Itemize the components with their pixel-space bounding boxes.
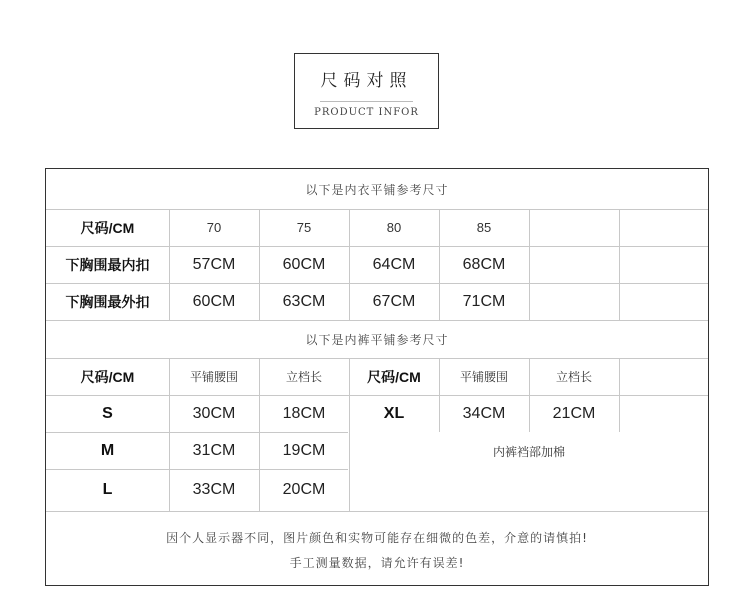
pants-cell: 34CM <box>462 404 506 422</box>
title-main: 尺码对照 <box>320 71 413 91</box>
pants-header-size: 尺码/CM <box>80 368 135 385</box>
bra-cell: 57CM <box>192 255 236 273</box>
bra-cell: 67CM <box>372 292 416 310</box>
pants-cell: 31CM <box>192 441 236 459</box>
bra-cell: 71CM <box>462 292 506 310</box>
pants-size-label: S <box>102 404 113 422</box>
bra-header-empty <box>619 209 708 246</box>
bra-header-empty <box>529 209 619 246</box>
pants-cell: 19CM <box>282 441 326 459</box>
bra-header-85: 85 <box>476 220 492 235</box>
pants-header-size: 尺码/CM <box>367 368 421 385</box>
bra-cell: 63CM <box>282 292 326 310</box>
pants-header-rise: 立档长 <box>555 370 592 384</box>
bra-header-75: 75 <box>296 220 312 235</box>
title-subtitle: PRODUCT INFOR <box>314 107 419 118</box>
title-box <box>294 53 439 129</box>
pants-cell: 20CM <box>282 481 326 498</box>
bra-header-size: 尺码/CM <box>80 219 135 236</box>
pants-cell: 18CM <box>282 404 326 422</box>
pants-size-label: M <box>100 441 115 459</box>
pants-padding-note: 内裤裆部加棉 <box>492 445 565 459</box>
footer-note-color: 因个人显示器不同，图片颜色和实物可能存在细微的色差，介意的请慎拍! <box>166 530 588 545</box>
bra-row-label: 下胸围最内扣 <box>65 256 150 273</box>
bra-cell: 60CM <box>192 292 236 310</box>
pants-header-waist: 平铺腰围 <box>459 370 508 384</box>
bra-cell: 64CM <box>372 255 416 273</box>
bra-header-70: 70 <box>206 220 222 235</box>
size-chart-table <box>45 168 709 586</box>
footer-note-measure: 手工测量数据，请允许有误差! <box>289 555 465 570</box>
pants-size-label: XL <box>383 404 405 422</box>
pants-header-waist: 平铺腰围 <box>189 370 238 384</box>
bra-cell: 60CM <box>282 255 326 273</box>
pants-size-label: L <box>102 481 113 498</box>
bra-cell: 68CM <box>462 255 506 273</box>
row-divider <box>46 511 708 512</box>
pants-cell: 33CM <box>192 481 236 498</box>
pants-caption: 以下是内裤平铺参考尺寸 <box>305 332 449 347</box>
pants-cell: 30CM <box>192 404 236 422</box>
pants-cell: 21CM <box>552 404 596 422</box>
bra-header-80: 80 <box>386 220 402 235</box>
pants-header-rise: 立档长 <box>285 370 322 384</box>
bra-caption: 以下是内衣平铺参考尺寸 <box>305 182 449 197</box>
bra-row-label: 下胸围最外扣 <box>65 293 150 310</box>
title-divider <box>320 101 413 102</box>
col-divider <box>619 358 620 432</box>
